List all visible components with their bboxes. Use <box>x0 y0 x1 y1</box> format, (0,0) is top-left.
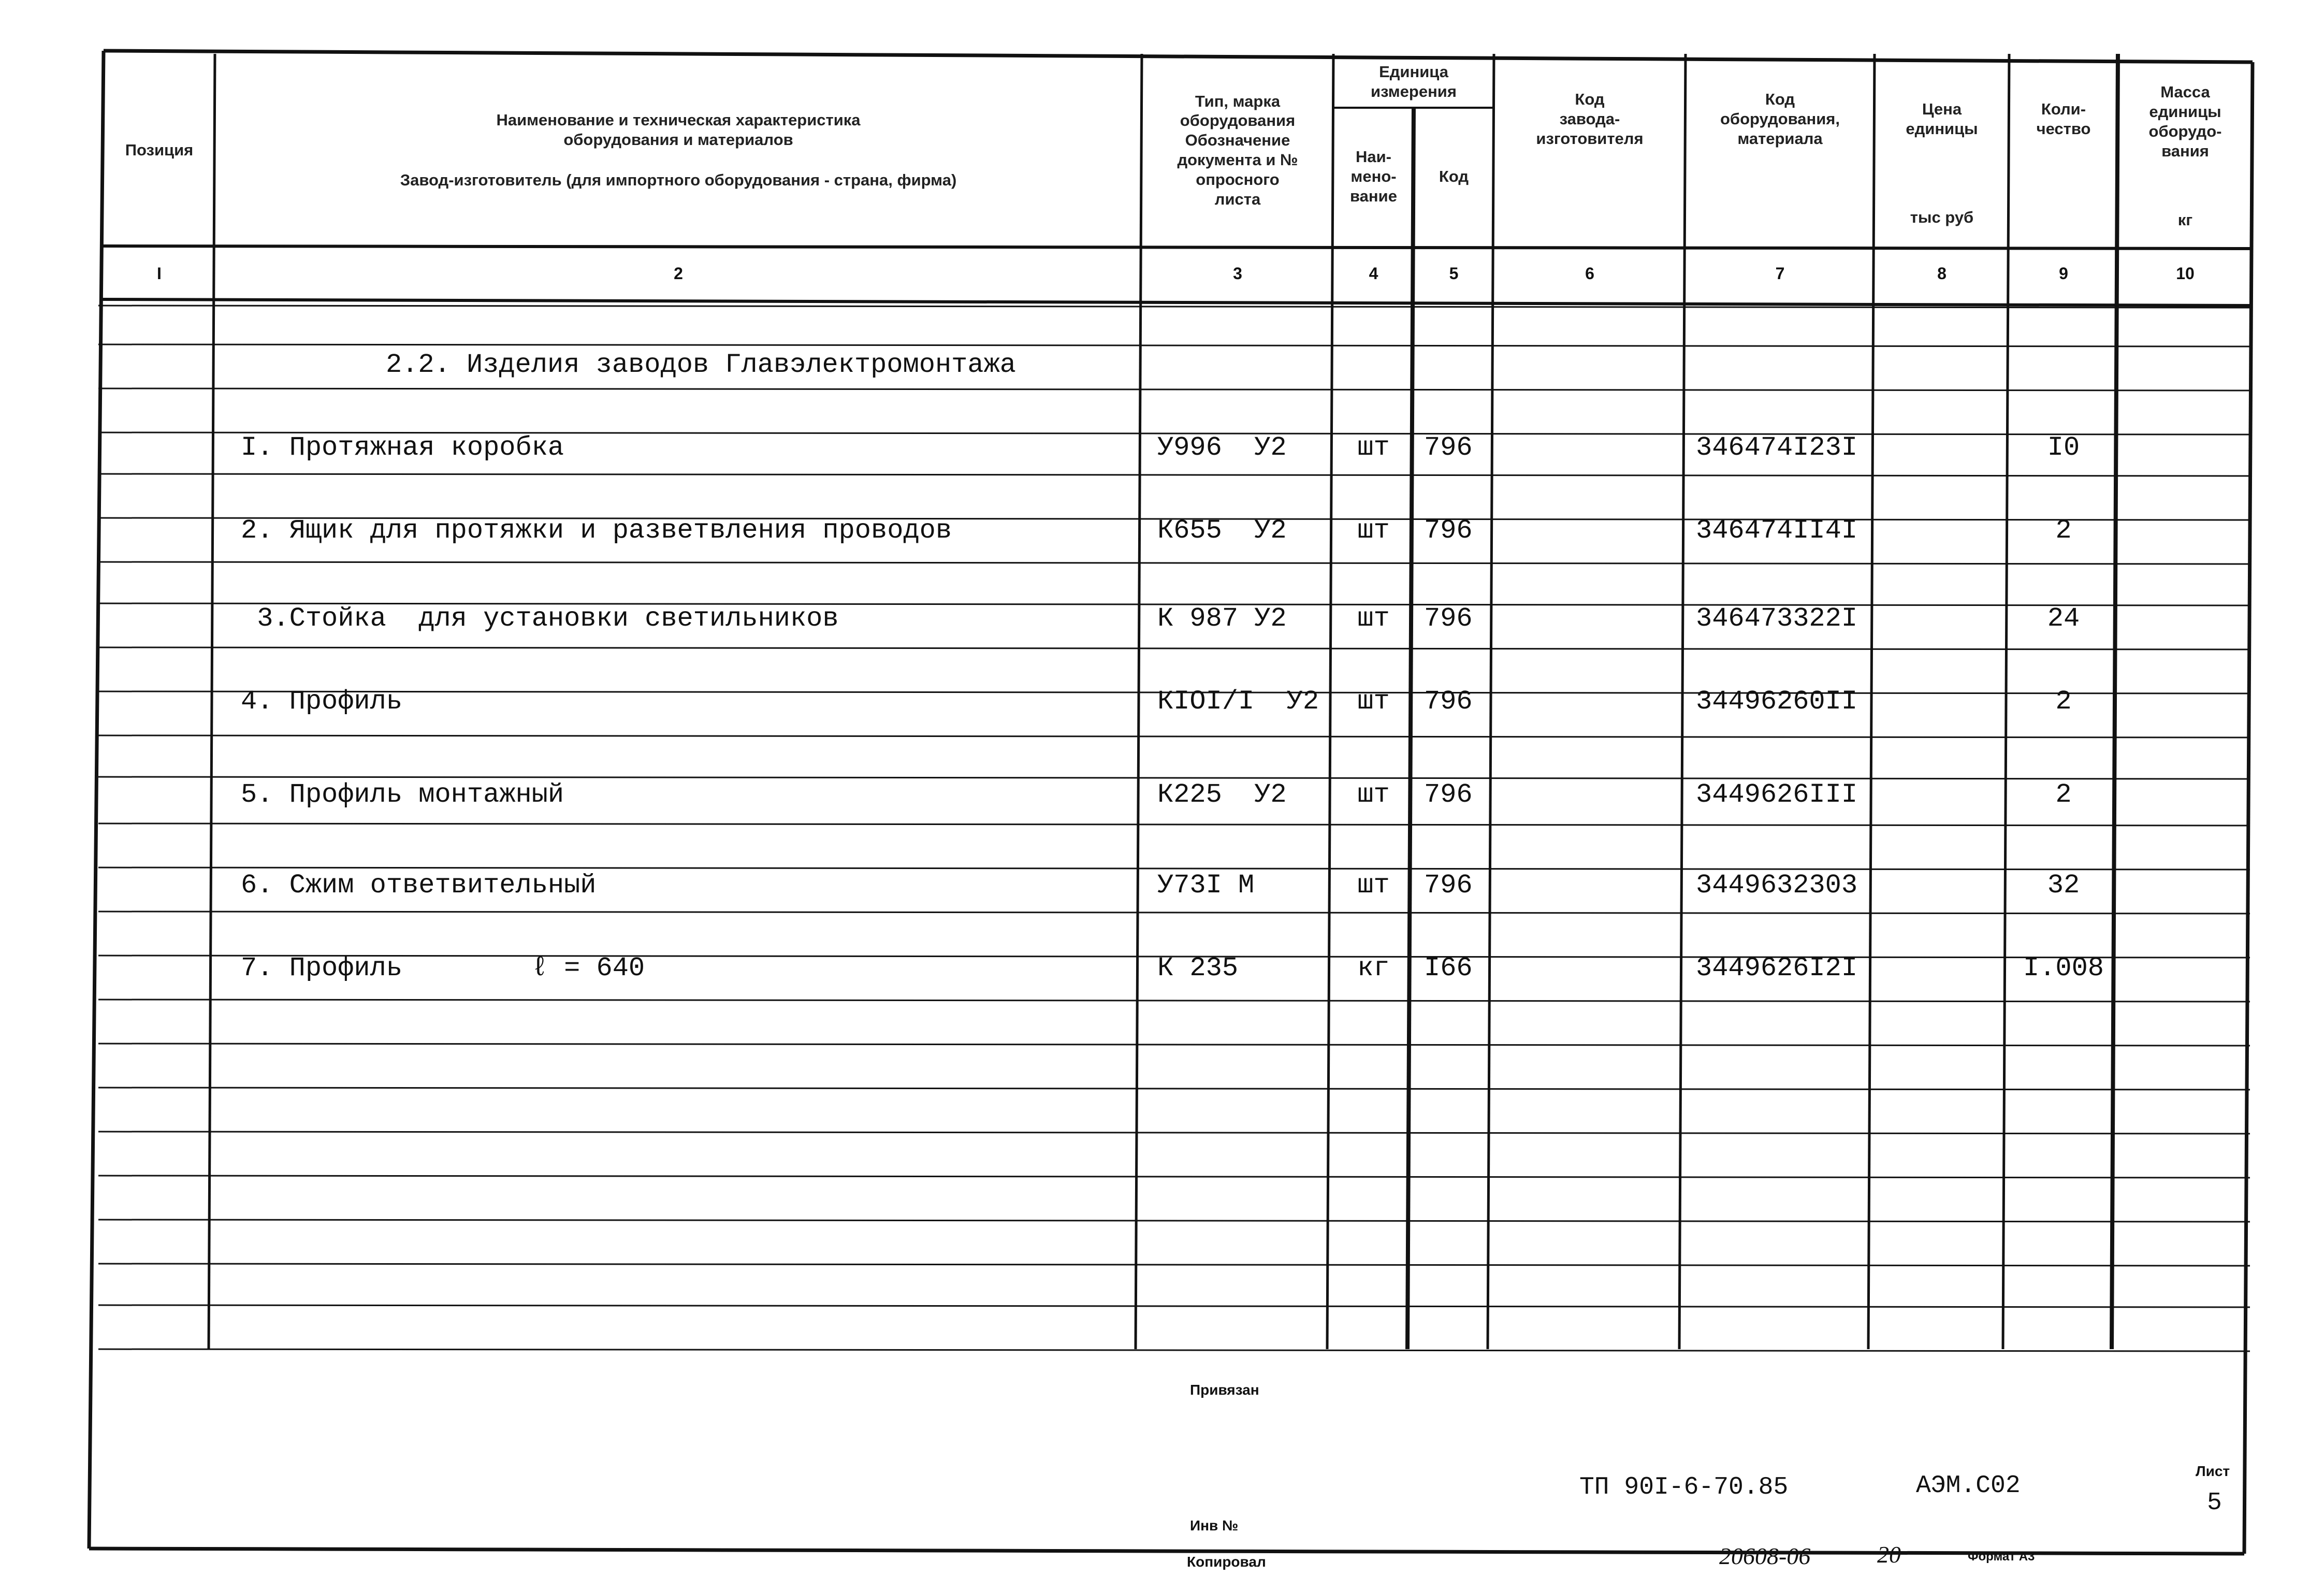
header-mass-unit-label: кг <box>2177 211 2193 229</box>
row-line <box>98 867 2250 870</box>
header-price-unit <box>1875 202 2009 233</box>
header-price <box>1875 57 2009 181</box>
item-name: 5. Профиль монтажный <box>241 779 564 810</box>
column-number: 7 <box>1775 264 1785 283</box>
item-unit-code: 796 <box>1424 603 1473 634</box>
item-quantity: 2 <box>2055 686 2072 717</box>
column-number: 3 <box>1233 264 1242 283</box>
stamp-sheet-label: Лист <box>2196 1463 2230 1479</box>
item-quantity: 32 <box>2047 870 2080 901</box>
row-line <box>98 1349 2250 1351</box>
header-mass-unit <box>2118 205 2253 236</box>
item-unit-code: 796 <box>1424 779 1473 810</box>
header-type-line: опросного <box>1196 170 1280 189</box>
header-unit-group <box>1333 57 1494 106</box>
row-line <box>98 562 2250 564</box>
header-mass-line: Масса <box>2160 83 2210 102</box>
row-line <box>98 1264 2250 1266</box>
row-line <box>98 1176 2250 1178</box>
stamp-archive-sheet: 20 <box>1877 1541 1901 1568</box>
row-line <box>98 735 2250 737</box>
column-number: 8 <box>1937 264 1947 283</box>
column-number: I <box>157 264 162 283</box>
header-type-line: Тип, марка <box>1195 92 1281 110</box>
header-item-code <box>1686 57 1875 181</box>
header-name-line: Завод-изготовитель (для импортного оборудования - страна, фирма) <box>400 170 957 189</box>
row-line <box>98 823 2250 826</box>
header-unit-name-line: вание <box>1350 186 1397 205</box>
item-quantity: 24 <box>2047 603 2080 634</box>
title-block-lines <box>93 1349 2247 1551</box>
header-quantity-line: чество <box>2036 120 2091 138</box>
item-unit-code: 796 <box>1424 515 1473 546</box>
item-quantity: 2 <box>2055 515 2072 546</box>
row-line <box>98 912 2250 914</box>
column-number: 2 <box>674 264 683 283</box>
header-type <box>1142 57 1333 243</box>
item-type: К225 У2 <box>1157 779 1287 810</box>
header-mass-line: вания <box>2161 141 2209 160</box>
column-number: 6 <box>1585 264 1594 283</box>
row-line <box>98 1088 2250 1090</box>
item-unit-code: 796 <box>1424 870 1473 901</box>
item-type: У996 У2 <box>1157 432 1287 463</box>
column-number: 4 <box>1369 264 1378 283</box>
header-maker-code-line: Код <box>1575 90 1605 109</box>
header-name <box>215 57 1142 243</box>
header-maker-code-line: завода- <box>1559 110 1620 128</box>
header-item-code-line: материала <box>1737 129 1823 148</box>
stamp-privyazan: Привязан <box>1190 1382 1259 1398</box>
item-type: У73I М <box>1157 870 1255 901</box>
item-quantity: 2 <box>2055 779 2072 810</box>
header-unit-name <box>1333 110 1414 243</box>
header-name-line: оборудования и материалов <box>563 131 793 149</box>
row-line <box>98 1000 2250 1002</box>
header-unit-code-label: Код <box>1439 167 1469 186</box>
header-quantity-line: Коли- <box>2041 100 2086 119</box>
item-unit: шт <box>1357 870 1390 901</box>
item-quantity: I.008 <box>2023 953 2104 983</box>
item-name: 4. Профиль <box>241 686 403 717</box>
item-unit: кг <box>1357 953 1390 983</box>
item-type: К 987 У2 <box>1157 603 1287 634</box>
header-price-line: Цена <box>1922 100 1962 119</box>
header-position-label: Позиция <box>125 141 194 160</box>
column-number: 9 <box>2059 264 2068 283</box>
header-unit-name-line: Наи- <box>1355 148 1391 166</box>
stamp-doc-code: АЭМ.С02 <box>1916 1472 2021 1500</box>
stamp-kopiroval: Копировал <box>1187 1554 1266 1570</box>
header-type-line: листа <box>1214 190 1261 208</box>
header-price-unit-label: тыс руб <box>1910 208 1974 227</box>
item-unit-code: 796 <box>1424 686 1473 717</box>
column-number: 10 <box>2176 264 2195 283</box>
header-item-code-line: Код <box>1765 90 1795 109</box>
header-name-line: Наименование и техническая характеристика <box>496 111 861 129</box>
item-code: 3449632303 <box>1696 870 1858 901</box>
header-mass-line: оборудо- <box>2148 122 2222 140</box>
column-number: 5 <box>1449 264 1459 283</box>
item-type: К 235 <box>1157 953 1239 983</box>
stamp-format: Формат А3 <box>1968 1550 2035 1564</box>
item-code: 3449626I2I <box>1696 953 1858 983</box>
row-line <box>98 388 2250 390</box>
row-line <box>98 1305 2250 1307</box>
header-maker-code-line: изготовителя <box>1536 129 1644 148</box>
item-unit: шт <box>1357 603 1390 634</box>
item-quantity: I0 <box>2047 432 2080 463</box>
item-type: КIOI/I У2 <box>1157 686 1319 717</box>
item-unit: шт <box>1357 515 1390 546</box>
item-unit-code: 796 <box>1424 432 1473 463</box>
header-mass <box>2118 57 2253 186</box>
stamp-archive-number: 20608-06 <box>1719 1543 1811 1569</box>
item-name: I. Протяжная коробка <box>241 432 564 463</box>
header-quantity <box>2009 57 2118 181</box>
stamp-doc-number: ТП 90I-6-70.85 <box>1579 1473 1789 1501</box>
stamp-inv-number: Инв № <box>1190 1517 1239 1534</box>
item-code: 346474II4I <box>1696 515 1858 546</box>
row-line <box>98 1132 2250 1134</box>
header-mass-line: единицы <box>2149 103 2221 121</box>
item-unit: шт <box>1357 686 1390 717</box>
row-line <box>98 344 2250 346</box>
item-type: К655 У2 <box>1157 515 1287 546</box>
item-code: 346473322I <box>1696 603 1858 634</box>
header-unit-name-line: мено- <box>1350 167 1397 186</box>
header-unit-group-line: Единица <box>1379 62 1448 81</box>
item-unit: шт <box>1357 432 1390 463</box>
item-unit: шт <box>1357 779 1390 810</box>
header-type-line: Обозначение <box>1185 131 1290 150</box>
header-item-code-line: оборудования, <box>1720 110 1840 128</box>
item-name: 7. Профиль ℓ = 640 <box>241 953 645 983</box>
section-title: 2.2. Изделия заводов Главэлектромонтажа <box>386 350 1016 380</box>
item-name: 2. Ящик для протяжки и разветвления проводов <box>241 515 952 546</box>
stamp-sheet-number: 5 <box>2207 1489 2222 1517</box>
row-line <box>98 647 2250 649</box>
item-code: 346474I23I <box>1696 432 1858 463</box>
header-maker-code <box>1494 57 1686 181</box>
item-code: 34496260II <box>1696 686 1858 717</box>
header-unit-group-line: измерения <box>1371 82 1457 100</box>
header-type-line: оборудования <box>1180 111 1296 130</box>
header-type-line: документа и № <box>1177 151 1298 169</box>
item-name: 3.Стойка для установки светильников <box>241 603 839 634</box>
header-price-line: единицы <box>1906 120 1978 138</box>
header-unit-code <box>1414 110 1494 243</box>
item-code: 3449626III <box>1696 779 1858 810</box>
row-line <box>98 1220 2250 1222</box>
header-position <box>104 57 215 243</box>
row-line <box>98 474 2250 476</box>
item-unit-code: I66 <box>1424 953 1473 983</box>
item-name: 6. Сжим ответвительный <box>241 870 597 901</box>
row-line <box>98 1044 2250 1046</box>
row-line <box>98 777 2250 779</box>
